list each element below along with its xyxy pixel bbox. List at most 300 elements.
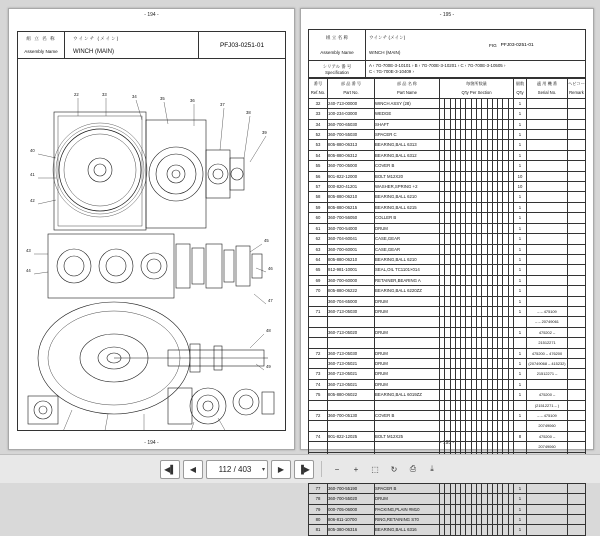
- cell-index: 70: [309, 286, 328, 296]
- cell-serial: [527, 275, 568, 285]
- table-row: [309, 202, 586, 212]
- cell-remark: [568, 109, 586, 119]
- cell-part-number: 360-700-05130: [328, 411, 375, 421]
- left-title-block: [18, 32, 285, 59]
- cell-part-name: [375, 317, 440, 327]
- cell-index: 79: [309, 504, 328, 514]
- cell-serial: [527, 515, 568, 525]
- cell-part-name: BEARING,BALL 6312: [375, 150, 440, 160]
- cell-part-name: SEAL,OIL TC1101×014: [375, 265, 440, 275]
- cell-index: 60: [309, 213, 328, 223]
- cell-part-number: 805-880-06215: [328, 202, 375, 212]
- cell-part-number: 901-822-12000: [328, 171, 375, 181]
- cell-index: 55: [309, 161, 328, 171]
- cell-remark: [568, 275, 586, 285]
- col-partno: 部 品 番 号 Part No.: [328, 79, 375, 99]
- cell-qty: 1: [514, 150, 527, 160]
- cell-part-number: [328, 338, 375, 348]
- print-icon[interactable]: ⎙: [409, 464, 417, 473]
- cell-serial: 475200 –: [527, 431, 568, 441]
- cell-qty: 1: [514, 275, 527, 285]
- table-row: [309, 338, 586, 348]
- spec-label-en: Specification: [325, 69, 349, 75]
- cell-index: 32: [309, 98, 328, 108]
- cell-index: 52: [309, 130, 328, 140]
- table-row: [309, 483, 586, 493]
- cell-part-number: 360-713-05020: [328, 327, 375, 337]
- cell-index: 77: [309, 483, 328, 493]
- cell-part-number: 360-704-65000: [328, 296, 375, 306]
- cell-remark: [568, 525, 586, 535]
- cell-qty: 1: [514, 140, 527, 150]
- assembly-label-en-right: Assembly Name: [320, 50, 354, 55]
- cell-part-number: 000-705-06000: [328, 504, 375, 514]
- cell-part-number: 806-811-10700: [328, 515, 375, 525]
- assembly-name-jp: ウインチ (メイン): [73, 35, 120, 41]
- cell-qty: 1: [514, 234, 527, 244]
- cell-index: 72: [309, 348, 328, 358]
- svg-text:42: 42: [30, 198, 35, 203]
- table-row: [309, 140, 586, 150]
- cell-qty: 1: [514, 296, 527, 306]
- cell-remark: [568, 171, 586, 181]
- svg-text:44: 44: [26, 268, 31, 273]
- cell-remark: [568, 317, 586, 327]
- cell-index: [309, 421, 328, 431]
- table-row: [309, 442, 586, 452]
- table-row: [309, 161, 586, 171]
- cell-qty: 1: [514, 348, 527, 358]
- table-row: [309, 275, 586, 285]
- cell-index: [309, 442, 328, 452]
- table-row: [309, 130, 586, 140]
- cell-qty: 10: [514, 182, 527, 192]
- cell-index: 61: [309, 223, 328, 233]
- cell-part-number: 240-713-00000: [328, 98, 375, 108]
- cell-part-number: 805-880-06312: [328, 150, 375, 160]
- cell-part-name: DRUM: [375, 327, 440, 337]
- table-row: [309, 431, 586, 441]
- cell-part-name: RETAINER,BEARING A: [375, 275, 440, 285]
- cell-remark: [568, 98, 586, 108]
- cell-serial: 475200 – 476200: [527, 348, 568, 358]
- cell-part-number: [328, 317, 375, 327]
- cell-qty: 1: [514, 130, 527, 140]
- svg-text:22: 22: [74, 92, 79, 97]
- cell-part-number: 360-713-05021: [328, 358, 375, 368]
- cell-remark: [568, 286, 586, 296]
- cell-part-number: 360-704-60041: [328, 234, 375, 244]
- cell-part-number: [328, 442, 375, 452]
- svg-text:38: 38: [246, 110, 251, 115]
- page-number-right: - 195 -: [439, 12, 455, 18]
- cell-qty: [514, 317, 527, 327]
- cell-index: 56: [309, 171, 328, 181]
- table-row: [309, 192, 586, 202]
- cell-remark: [568, 254, 586, 264]
- table-row: [309, 244, 586, 254]
- cell-qty: [514, 400, 527, 410]
- table-row: [309, 182, 586, 192]
- cell-part-number: 000-820-41201: [328, 182, 375, 192]
- cell-qty: 1: [514, 192, 527, 202]
- cell-index: 75: [309, 390, 328, 400]
- cell-index: 65: [309, 265, 328, 275]
- assembly-label-jp: 組 立 名 称: [26, 35, 56, 41]
- cell-serial: [527, 161, 568, 171]
- col-section: 毎箇所数量 Q'ty Per Section: [440, 79, 514, 99]
- cell-remark: [568, 296, 586, 306]
- cell-part-number: [328, 400, 375, 410]
- fig-value: PFJ03-0251-01: [500, 42, 534, 48]
- spec-line-2: C ‹ 7G-700E-3-10409 ›: [369, 69, 414, 74]
- cell-index: [309, 358, 328, 368]
- cell-part-name: BEARING,BALL 6313: [375, 140, 440, 150]
- cell-part-name: BEARING,BALL 6019ZZ: [375, 390, 440, 400]
- table-row: [309, 234, 586, 244]
- cell-part-number: 901-822-12025: [328, 431, 375, 441]
- cell-qty: 1: [514, 306, 527, 316]
- page-right: [300, 8, 594, 533]
- cell-remark: [568, 379, 586, 389]
- table-row: [309, 369, 586, 379]
- cell-serial: [527, 171, 568, 181]
- cell-serial: [527, 140, 568, 150]
- cell-part-name: BOLT M12X25: [375, 431, 440, 441]
- cell-qty: 1: [514, 223, 527, 233]
- cell-part-number: 100-234-03000: [328, 109, 375, 119]
- download-icon[interactable]: ⤓: [430, 464, 434, 473]
- table-row: [309, 379, 586, 389]
- table-row: [309, 515, 586, 525]
- right-title-block: [308, 29, 586, 61]
- cell-serial: [527, 150, 568, 160]
- cell-serial: [527, 483, 568, 493]
- cell-part-name: BOLT M12X20: [375, 171, 440, 181]
- table-row: [309, 265, 586, 275]
- svg-text:36: 36: [190, 98, 195, 103]
- cell-qty: 1: [514, 504, 527, 514]
- svg-text:40: 40: [30, 148, 35, 153]
- cell-index: 73: [309, 369, 328, 379]
- cell-remark: [568, 483, 586, 493]
- svg-text:34: 34: [132, 94, 137, 99]
- cell-part-name: CASE,GEAR: [375, 244, 440, 254]
- col-partname: 部 品 名 称 Part Name: [375, 79, 440, 99]
- assembly-name-en: WINCH (MAIN): [73, 48, 114, 55]
- cell-remark: [568, 411, 586, 421]
- cell-index: 57: [309, 182, 328, 192]
- cell-part-number: 360-700-55190: [328, 483, 375, 493]
- cell-serial: [527, 254, 568, 264]
- col-qty: 個数 Q'ty: [514, 79, 527, 99]
- cell-index: 53: [309, 140, 328, 150]
- cell-serial: [527, 494, 568, 504]
- cell-serial: [527, 296, 568, 306]
- cell-serial: 475200 –: [527, 390, 568, 400]
- table-row: [309, 358, 586, 368]
- svg-text:35: 35: [160, 96, 165, 101]
- cell-part-name: RING,RETAINING S70: [375, 515, 440, 525]
- cell-part-number: 360-713-05030: [328, 348, 375, 358]
- cell-serial: 21512271: [527, 338, 568, 348]
- page-left: [8, 8, 295, 450]
- cell-serial: – – 475109: [527, 306, 568, 316]
- cell-qty: 1: [514, 358, 527, 368]
- cell-remark: [568, 119, 586, 129]
- drawing-svg: [18, 58, 285, 430]
- table-row: [309, 348, 586, 358]
- cell-index: 34: [309, 119, 328, 129]
- cell-part-name: SPACER C: [375, 130, 440, 140]
- cell-qty: 1: [514, 525, 527, 535]
- cell-qty: [514, 421, 527, 431]
- col-serial: 適 用 機 番 Serial No.: [527, 79, 568, 99]
- cell-qty: 1: [514, 109, 527, 119]
- cell-qty: 1: [514, 213, 527, 223]
- cell-serial: [527, 192, 568, 202]
- cell-remark: [568, 431, 586, 441]
- table-row: [309, 317, 586, 327]
- cell-remark: [568, 244, 586, 254]
- table-row: [309, 400, 586, 410]
- cell-index: [309, 296, 328, 306]
- cell-part-number: [328, 421, 375, 431]
- cell-qty: 1: [514, 244, 527, 254]
- first-page-button[interactable]: ◀▌: [160, 460, 180, 479]
- cell-remark: [568, 358, 586, 368]
- cell-qty: 1: [514, 369, 527, 379]
- table-row: [309, 494, 586, 504]
- svg-text:47: 47: [268, 298, 273, 303]
- cell-part-number: 360-700-05000: [328, 161, 375, 171]
- svg-text:37: 37: [220, 102, 225, 107]
- cell-remark: [568, 348, 586, 358]
- cell-serial: 475202 –: [527, 327, 568, 337]
- cell-remark: [568, 390, 586, 400]
- table-row: [309, 306, 586, 316]
- cell-part-name: BEARING,BALL 6220ZZ: [375, 286, 440, 296]
- cell-serial: [527, 119, 568, 129]
- cell-part-name: BEARING,BALL 6316: [375, 525, 440, 535]
- cell-part-name: [375, 442, 440, 452]
- cell-index: 59: [309, 202, 328, 212]
- cell-part-number: 360-700-60000: [328, 275, 375, 285]
- cell-index: 74: [309, 431, 328, 441]
- last-page-button[interactable]: ▐▶: [294, 460, 314, 479]
- cell-remark: [568, 213, 586, 223]
- cell-index: 71: [309, 306, 328, 316]
- svg-text:49: 49: [266, 364, 271, 369]
- col-index: 番号 Ref.No.: [309, 79, 328, 99]
- cell-part-number: 805-880-06210: [328, 192, 375, 202]
- cell-serial: [527, 109, 568, 119]
- cell-remark: [568, 265, 586, 275]
- table-row: [309, 411, 586, 421]
- zoom-in-icon[interactable]: +: [353, 464, 359, 474]
- cell-qty: 1: [514, 327, 527, 337]
- toolbar-divider: [321, 461, 322, 477]
- assembly-name-en-right: WINCH (MAIN): [369, 50, 401, 55]
- cell-qty: 1: [514, 98, 527, 108]
- table-row: [309, 119, 586, 129]
- rotate-icon[interactable]: ↻: [390, 464, 398, 474]
- cell-index: 64: [309, 254, 328, 264]
- cell-part-name: DRUM: [375, 358, 440, 368]
- table-row: [309, 504, 586, 514]
- cell-part-name: DRUM: [375, 379, 440, 389]
- cell-part-name: [375, 421, 440, 431]
- assembly-label-jp-right: 組 立 名 称: [325, 34, 349, 40]
- cell-index: [309, 327, 328, 337]
- page-number-field[interactable]: [206, 460, 268, 479]
- cell-part-number: 360-713-05021: [328, 379, 375, 389]
- cell-remark: [568, 494, 586, 504]
- cell-index: 74: [309, 379, 328, 389]
- left-drawing-frame: [17, 31, 286, 431]
- winch-assembly-drawing: [18, 58, 285, 430]
- cell-part-number: 360-700-60001: [328, 244, 375, 254]
- table-row: [309, 296, 586, 306]
- previous-page-button[interactable]: ◀: [183, 460, 203, 479]
- cell-serial: [527, 525, 568, 535]
- page-number-left-bottom: - 194 -: [144, 440, 159, 446]
- cell-serial: [527, 244, 568, 254]
- cell-remark: [568, 161, 586, 171]
- cell-serial: [527, 265, 568, 275]
- table-row: [309, 223, 586, 233]
- cell-index: 72: [309, 411, 328, 421]
- cell-serial: [527, 98, 568, 108]
- col-remark: ヘビコー Remark: [568, 79, 586, 99]
- cell-serial: [527, 213, 568, 223]
- cell-part-name: DRUM: [375, 296, 440, 306]
- chevron-down-icon[interactable]: ▾: [261, 466, 265, 473]
- cell-serial: [527, 379, 568, 389]
- table-row: [309, 421, 586, 431]
- cell-qty: 1: [514, 515, 527, 525]
- cell-qty: 1: [514, 379, 527, 389]
- spec-block: [308, 61, 586, 78]
- cell-serial: (20749068 – 415232): [527, 358, 568, 368]
- table-row: [309, 213, 586, 223]
- cell-index: 81: [309, 525, 328, 535]
- cell-part-name: BEARING,BALL 6210: [375, 192, 440, 202]
- cell-remark: [568, 150, 586, 160]
- cell-part-name: [375, 400, 440, 410]
- cell-remark: [568, 369, 586, 379]
- cell-remark: [568, 140, 586, 150]
- cell-remark: [568, 223, 586, 233]
- viewer-toolbar[interactable]: [0, 454, 600, 483]
- cell-part-number: 805-880-06022: [328, 390, 375, 400]
- cell-part-name: DRUM: [375, 348, 440, 358]
- cell-part-number: 360-700-54000: [328, 223, 375, 233]
- cell-part-name: PACKING,PLAIN #M10: [375, 504, 440, 514]
- cell-part-number: 360-713-05021: [328, 369, 375, 379]
- cell-serial: [527, 182, 568, 192]
- cell-remark: [568, 192, 586, 202]
- cell-qty: [514, 442, 527, 452]
- cell-part-name: CASE,GEAR: [375, 234, 440, 244]
- cell-part-name: COLLER B: [375, 213, 440, 223]
- cell-part-name: WINCH ASSY (28): [375, 98, 440, 108]
- cell-part-name: COVER B: [375, 411, 440, 421]
- svg-text:43: 43: [26, 248, 31, 253]
- svg-text:46: 46: [268, 266, 273, 271]
- page-number-right-bottom: - 195 -: [439, 440, 455, 446]
- cell-part-number: 360-700-55030: [328, 130, 375, 140]
- table-row: [309, 286, 586, 296]
- cell-remark: [568, 338, 586, 348]
- cell-serial: [527, 234, 568, 244]
- assembly-code: PFJ03-0251-01: [219, 41, 265, 49]
- cell-serial: (21512271 – ): [527, 400, 568, 410]
- cell-remark: [568, 306, 586, 316]
- cell-serial: [527, 286, 568, 296]
- cell-serial: [527, 202, 568, 212]
- assembly-label-en: Assembly Name: [24, 49, 58, 54]
- cell-qty: 1: [514, 202, 527, 212]
- cell-part-number: 360-713-05030: [328, 306, 375, 316]
- cell-part-number: 360-700-55020: [328, 494, 375, 504]
- cell-qty: 1: [514, 254, 527, 264]
- cell-qty: 10: [514, 171, 527, 181]
- cell-qty: 1: [514, 161, 527, 171]
- cell-remark: [568, 130, 586, 140]
- cell-serial: – – 20749061: [527, 317, 568, 327]
- cell-part-name: DRUM: [375, 494, 440, 504]
- cell-qty: 8: [514, 431, 527, 441]
- cell-part-number: 805-880-06313: [328, 140, 375, 150]
- cell-serial: 20749060: [527, 442, 568, 452]
- table-row: [309, 390, 586, 400]
- svg-text:33: 33: [102, 92, 107, 97]
- cell-part-name: SPACER B: [375, 483, 440, 493]
- cell-remark: [568, 182, 586, 192]
- table-row: [309, 254, 586, 264]
- cell-remark: [568, 234, 586, 244]
- cell-part-number: 360-700-65030: [328, 119, 375, 129]
- cell-part-name: DRUM: [375, 223, 440, 233]
- fit-page-icon[interactable]: ⬚: [371, 464, 379, 474]
- cell-remark: [568, 442, 586, 452]
- table-row: [309, 98, 586, 108]
- cell-qty: [514, 338, 527, 348]
- cell-part-name: BEARING,BALL 6210: [375, 254, 440, 264]
- cell-remark: [568, 421, 586, 431]
- cell-index: [309, 317, 328, 327]
- cell-serial: [527, 504, 568, 514]
- next-page-button[interactable]: ▶: [271, 460, 291, 479]
- zoom-out-icon[interactable]: −: [334, 464, 340, 474]
- cell-serial: 20749060: [527, 421, 568, 431]
- page-number-input[interactable]: [209, 464, 261, 475]
- svg-text:45: 45: [264, 238, 269, 243]
- cell-index: [309, 338, 328, 348]
- cell-index: 62: [309, 234, 328, 244]
- table-row: [309, 150, 586, 160]
- spec-label-jp: シリアル 番 号: [322, 63, 352, 69]
- cell-index: 54: [309, 150, 328, 160]
- cell-remark: [568, 400, 586, 410]
- cell-part-number: 805-380-06316: [328, 525, 375, 535]
- fig-label: FIG: [489, 42, 497, 48]
- cell-index: [309, 400, 328, 410]
- cell-index: 33: [309, 109, 328, 119]
- cell-serial: – – 475109: [527, 411, 568, 421]
- cell-remark: [568, 504, 586, 514]
